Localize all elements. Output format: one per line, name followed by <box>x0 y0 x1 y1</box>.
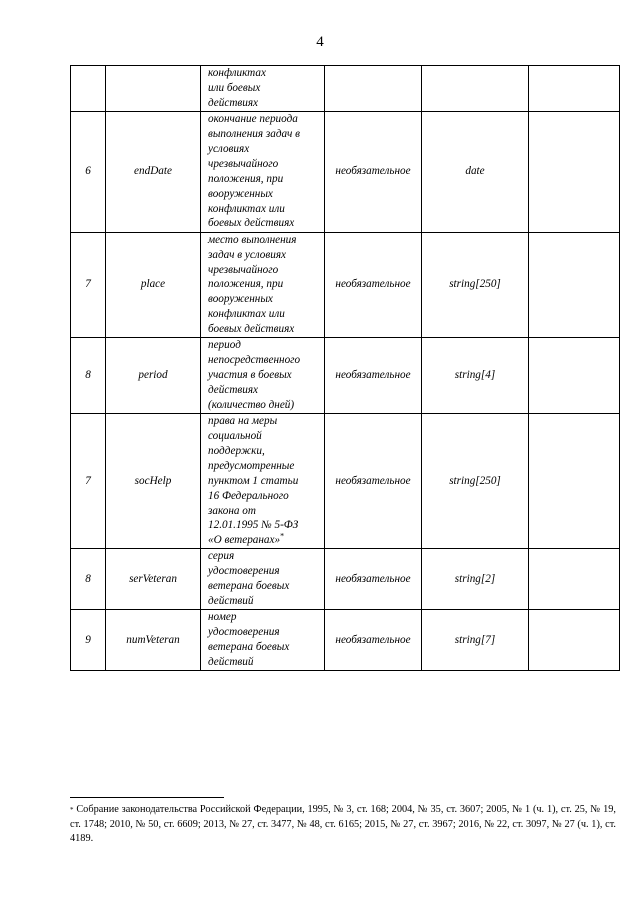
description-line: чрезвычайного <box>208 157 279 170</box>
field-name-cell <box>106 66 201 112</box>
description-line <box>208 533 322 548</box>
page-number: 4 <box>316 34 324 50</box>
description-line: положения, при <box>208 278 284 291</box>
requirement-cell <box>325 66 422 112</box>
description-line: положения, при <box>208 172 284 185</box>
field-description-cell <box>201 414 325 549</box>
data-type-cell: string[7] <box>422 610 529 671</box>
note-cell <box>529 610 620 671</box>
description-line: серия <box>208 550 235 563</box>
note-cell <box>529 66 620 112</box>
row-number-cell: 8 <box>71 338 106 414</box>
description-line: боевых действиях <box>208 323 295 336</box>
table-row <box>71 338 620 414</box>
description-line: 12.01.1995 № 5-ФЗ <box>208 519 299 532</box>
field-name-cell: place <box>106 232 201 337</box>
description-line: место выполнения <box>208 233 297 246</box>
data-type-cell: string[2] <box>422 549 529 610</box>
requirement-cell: необязательное <box>325 610 422 671</box>
description-line: закона от <box>208 504 256 517</box>
row-number-cell: 7 <box>71 414 106 549</box>
field-description-cell <box>201 338 325 414</box>
description-line: непосредственного <box>208 354 301 367</box>
field-name-cell: numVeteran <box>106 610 201 671</box>
description-line: удостоверения <box>208 626 280 639</box>
table-row <box>71 66 620 112</box>
description-line: выполнения задач в <box>208 128 300 140</box>
note-cell <box>529 111 620 232</box>
field-description-cell <box>201 66 325 112</box>
data-type-cell <box>422 66 529 112</box>
description-line: условиях <box>208 142 250 155</box>
description-line: вооруженных <box>208 293 273 306</box>
data-type-cell: string[250] <box>422 414 529 549</box>
requirement-cell: необязательное <box>325 232 422 337</box>
description-line: удостоверения <box>208 565 280 578</box>
data-type-cell: string[4] <box>422 338 529 414</box>
requirement-cell: необязательное <box>325 549 422 610</box>
description-line: социальной <box>208 429 262 442</box>
description-line: пунктом 1 статьи <box>208 474 299 487</box>
description-line: период <box>208 339 241 352</box>
description-line: действиях <box>208 96 259 109</box>
row-number-cell: 7 <box>71 232 106 337</box>
data-type-cell: date <box>422 111 529 232</box>
row-number-cell: 8 <box>71 549 106 610</box>
field-description-cell <box>201 610 325 671</box>
description-line: 16 Федерального <box>208 489 289 502</box>
note-cell <box>529 338 620 414</box>
description-line: действий <box>208 655 254 668</box>
row-number-cell: 9 <box>71 610 106 671</box>
description-line-text: «О ветеранах» <box>208 534 281 547</box>
field-description-cell <box>201 232 325 337</box>
description-line: чрезвычайного <box>208 263 279 276</box>
row-number-cell: 6 <box>71 111 106 232</box>
footnote-marker: * <box>70 806 74 814</box>
description-line: конфликтах или <box>208 202 285 215</box>
field-name-cell: serVeteran <box>106 549 201 610</box>
description-line: поддержки, <box>208 444 265 457</box>
data-type-cell: string[250] <box>422 232 529 337</box>
description-line: права на меры <box>208 415 278 428</box>
description-line: ветерана боевых <box>208 641 290 654</box>
table-row <box>71 549 620 610</box>
field-name-cell: period <box>106 338 201 414</box>
note-cell <box>529 232 620 337</box>
table-row <box>71 414 620 549</box>
requirement-cell: необязательное <box>325 338 422 414</box>
description-line: ветерана боевых <box>208 580 290 593</box>
field-name-cell: endDate <box>106 111 201 232</box>
fields-table <box>70 65 620 671</box>
row-number-cell <box>71 66 106 112</box>
description-line: участия в боевых <box>208 369 292 382</box>
description-line: окончание периода <box>208 113 298 126</box>
table-row <box>71 111 620 232</box>
field-description-cell <box>201 549 325 610</box>
description-line: действий <box>208 595 254 608</box>
footnote <box>70 803 616 847</box>
requirement-cell: необязательное <box>325 414 422 549</box>
description-line: номер <box>208 611 237 624</box>
description-line: конфликтах <box>208 67 266 79</box>
description-line: вооруженных <box>208 187 273 200</box>
description-line: или боевых <box>208 81 261 94</box>
footnote-divider <box>70 797 224 798</box>
description-line: действиях <box>208 384 259 397</box>
table-row <box>71 610 620 671</box>
table-row <box>71 232 620 337</box>
description-line: предусмотренные <box>208 459 295 472</box>
description-line: конфликтах или <box>208 308 285 321</box>
footnote-reference: * <box>280 531 285 541</box>
note-cell <box>529 414 620 549</box>
description-line: (количество дней) <box>208 398 295 411</box>
requirement-cell: необязательное <box>325 111 422 232</box>
field-name-cell: socHelp <box>106 414 201 549</box>
description-line: боевых действиях <box>208 217 295 230</box>
note-cell <box>529 549 620 610</box>
footnote-text: Собрание законодательства Российской Федерации, 1995, № 3, ст. 168; 2004, № 35, ст. 3607; 2005, № 1 (ч. 1), ст. 25, № 19, ст. 1748; 2010, № 50, ст. 6609; 2013, № 27, ст. 3477, № 48, ст. 6165; 2015, № 27, ст. 3967; 2016, № 22, ст. 3097, № 27 (ч. 1), ст. 4189. <box>70 804 616 845</box>
field-description-cell <box>201 111 325 232</box>
description-line: задач в условиях <box>208 248 287 261</box>
